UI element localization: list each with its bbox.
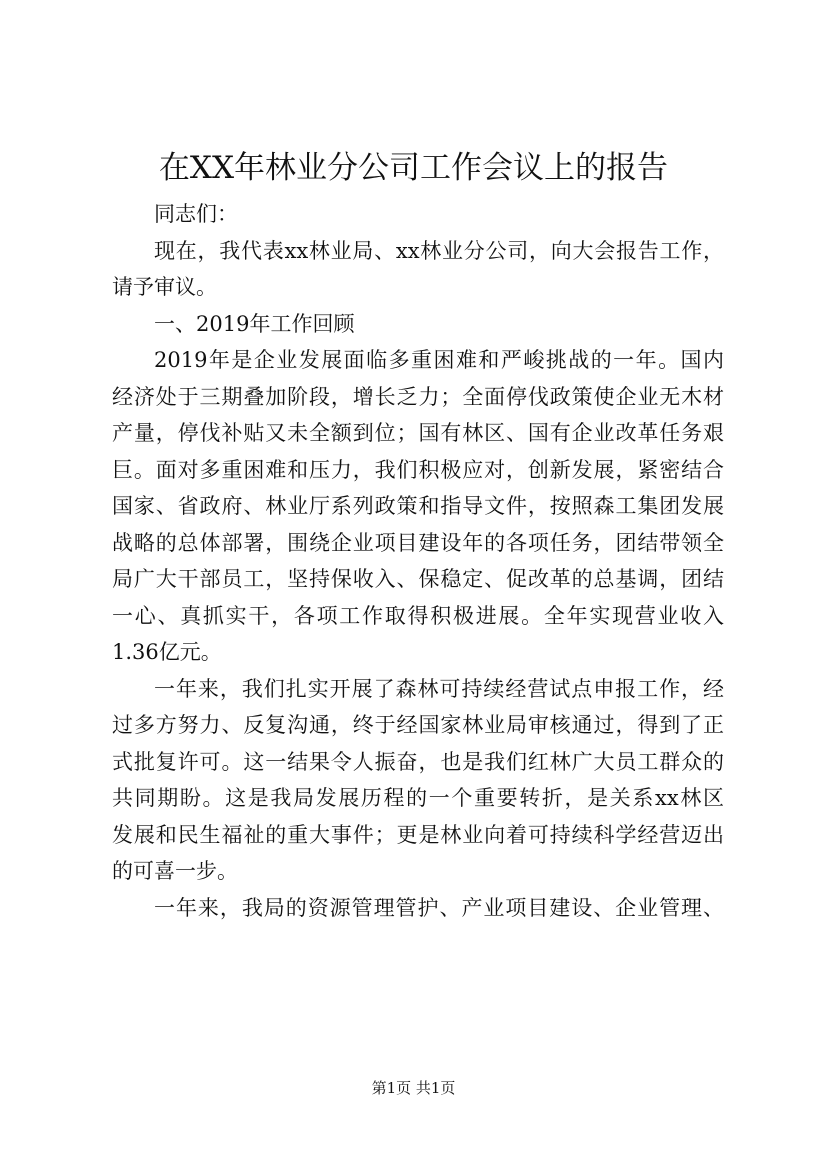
text-line: 式批复许可。这一结果令人振奋，也是我们红林广大员工群众的	[112, 749, 724, 774]
text-line: 发展和民生福祉的重大事件；更是林业向着可持续科学经营迈出	[112, 822, 724, 847]
document-body	[112, 196, 724, 926]
page-footer: 第1页 共1页	[371, 1079, 456, 1097]
text-line: 同志们：	[154, 202, 238, 226]
text-line: 国家、省政府、林业厅系列政策和指导文件，按照森工集团发展	[112, 494, 724, 518]
text-line: 一、2019年工作回顾	[154, 311, 355, 336]
text-line: 经济处于三期叠加阶段，增长乏力；全面停伐政策使企业无木材	[112, 384, 724, 409]
text-line: 请予审议。	[112, 275, 217, 299]
text-line: 的可喜一步。	[112, 859, 238, 883]
text-line: 共同期盼。这是我局发展历程的一个重要转折，是关系xx林区	[112, 786, 724, 810]
text-line: 一心、真抓实干，各项工作取得积极进展。全年实现营业收入	[112, 603, 724, 628]
text-line: 1.36亿元。	[112, 640, 222, 664]
text-line: 一年来，我局的资源管理管护、产业项目建设、企业管理、	[154, 895, 724, 920]
text-line: 现在，我代表xx林业局、xx林业分公司，向大会报告工作，	[154, 238, 724, 263]
document-title: 在XX年林业分公司工作会议上的报告	[158, 150, 669, 186]
text-line: 2019年是企业发展面临多重困难和严峻挑战的一年。国内	[154, 348, 724, 372]
text-line: 过多方努力、反复沟通，终于经国家林业局审核通过，得到了正	[112, 713, 724, 737]
text-line: 巨。面对多重困难和压力，我们积极应对，创新发展，紧密结合	[112, 457, 724, 482]
text-line: 产量，停伐补贴又未全额到位；国有林区、国有企业改革任务艰	[112, 421, 724, 445]
text-line: 局广大干部员工，坚持保收入、保稳定、促改革的总基调，团结	[112, 567, 724, 591]
text-line: 一年来，我们扎实开展了森林可持续经营试点申报工作，经	[154, 676, 724, 701]
text-line: 战略的总体部署，围绕企业项目建设年的各项任务，团结带领全	[112, 530, 724, 555]
